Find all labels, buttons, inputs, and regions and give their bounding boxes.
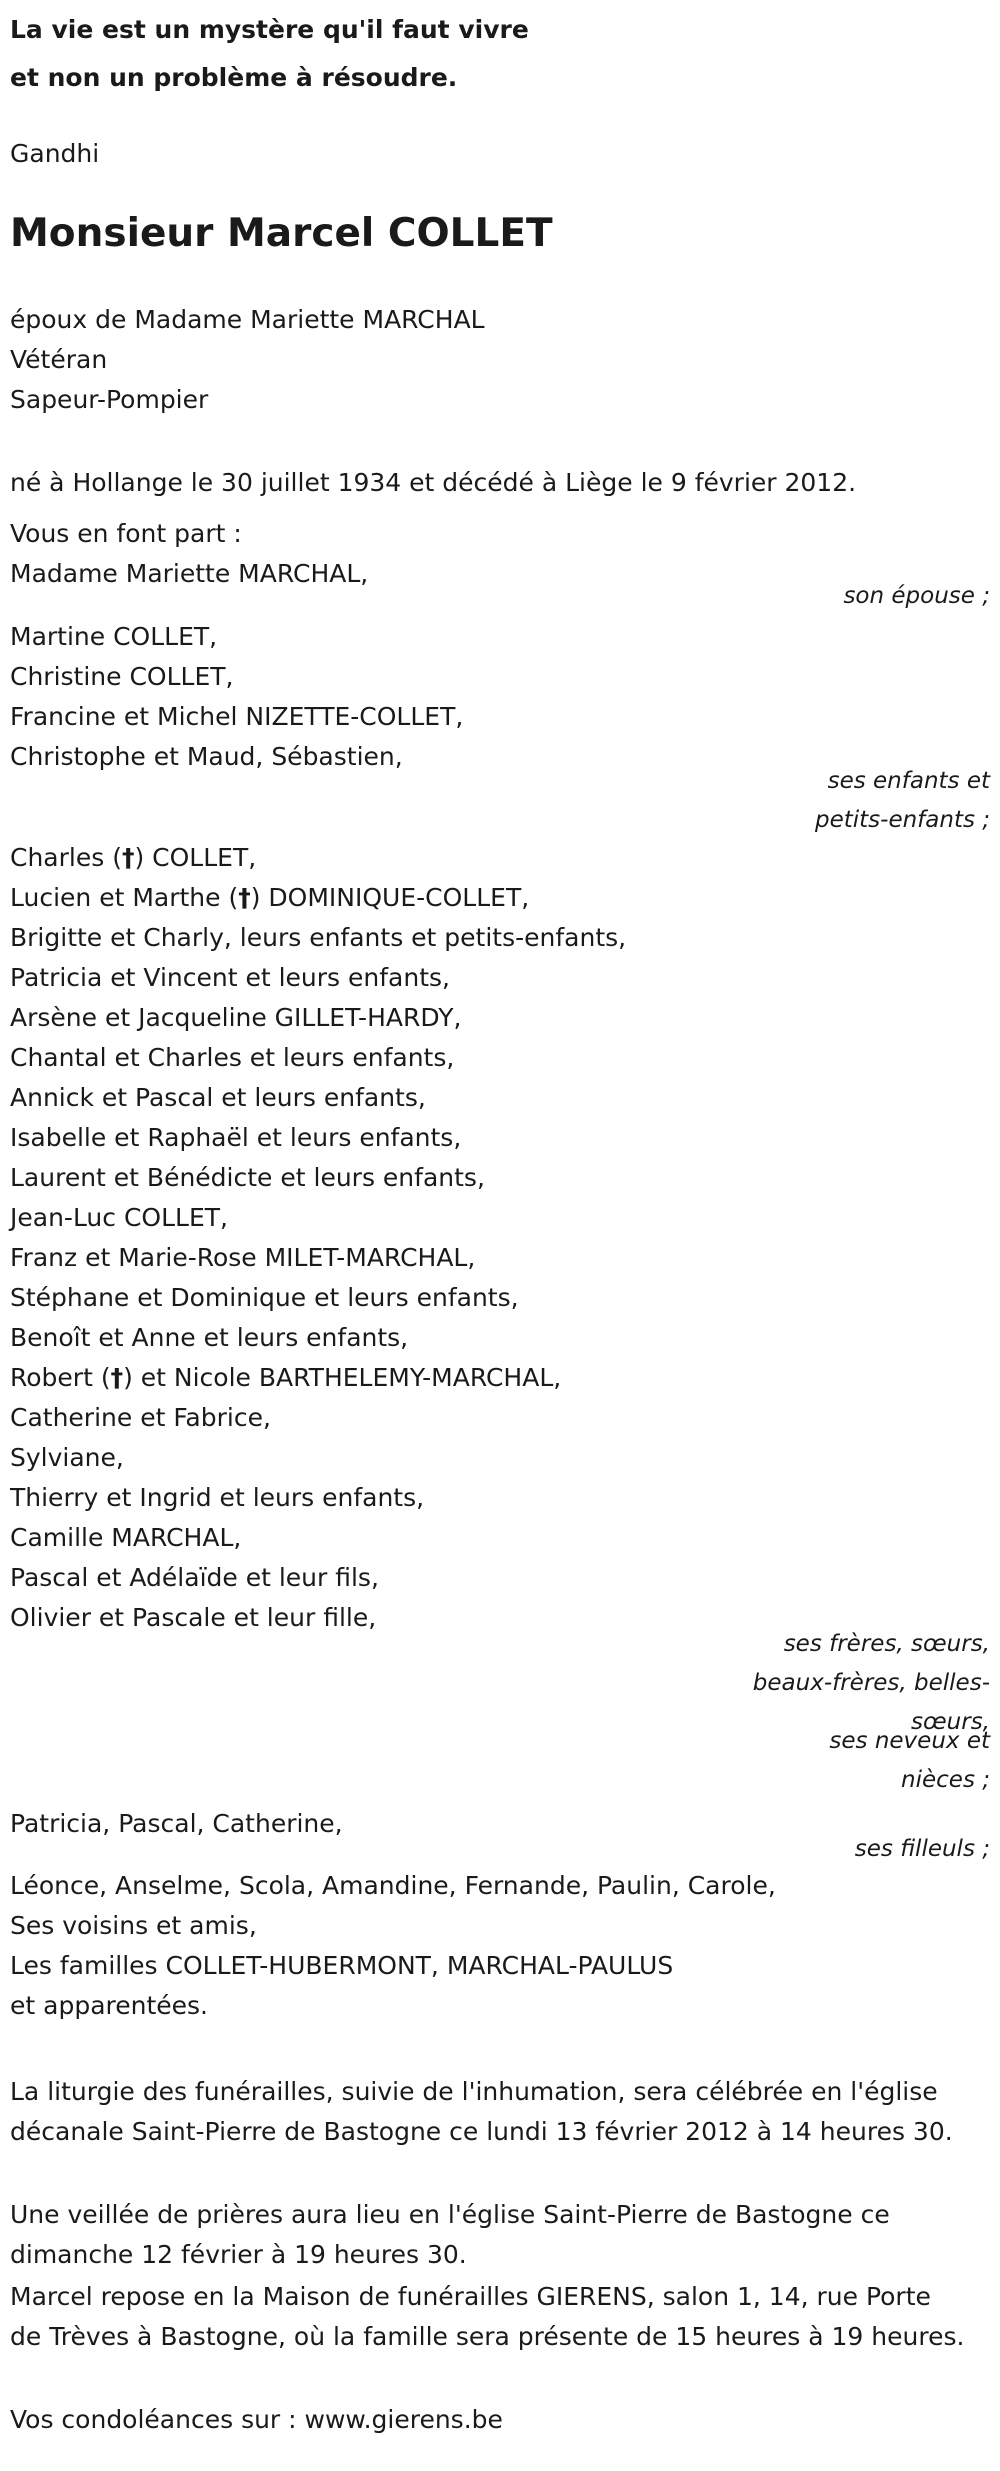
sibling-line: Pascal et Adélaïde et leur fils, (10, 1563, 379, 1592)
relation-line: ses filleuls ; (854, 1836, 990, 1862)
spouse-relation (843, 577, 990, 616)
quote-line: et non un problème à résoudre. (10, 63, 458, 92)
condolences-line: Vos condoléances sur : www.gierens.be (10, 2405, 503, 2434)
sibling-line: Sylviane, (10, 1443, 124, 1472)
title-line: Sapeur-Pompier (10, 385, 209, 414)
sibling-line: Laurent et Bénédicte et leurs enfants, (10, 1163, 485, 1192)
sibling-line: Arsène et Jacqueline GILLET-HARDY, (10, 1003, 462, 1032)
relation-line: sœurs, (911, 1709, 990, 1735)
birth-death: né à Hollange le 30 juillet 1934 et décédé à Liège le 9 février 2012. (10, 468, 857, 497)
cross-icon: † (121, 843, 135, 872)
sibling-line: Patricia et Vincent et leurs enfants, (10, 963, 450, 992)
deceased-name: Monsieur Marcel COLLET (10, 211, 553, 256)
sibling-line: Franz et Marie-Rose MILET-MARCHAL, (10, 1243, 476, 1272)
sibling-line: Isabelle et Raphaël et leurs enfants, (10, 1123, 462, 1152)
sibling-line: Thierry et Ingrid et leurs enfants, (10, 1483, 425, 1512)
sibling-line: Robert (†) et Nicole BARTHELEMY-MARCHAL, (10, 1363, 562, 1392)
other-line: Ses voisins et amis, (10, 1911, 257, 1940)
quote-line: La vie est un mystère qu'il faut vivre (10, 15, 529, 44)
sibling-line: Olivier et Pascale et leur fille, (10, 1603, 377, 1632)
other-line: Léonce, Anselme, Scola, Amandine, Fernande, Paulin, Carole, (10, 1871, 776, 1900)
godchildren-relation (855, 1830, 990, 1869)
title-line: Vétéran (10, 345, 108, 374)
quote-author: Gandhi (10, 139, 100, 168)
sibling-line: Benoît et Anne et leurs enfants, (10, 1323, 409, 1352)
sibling-line: Annick et Pascal et leurs enfants, (10, 1083, 426, 1112)
children-relation (815, 762, 990, 840)
spouse-line: Madame Mariette MARCHAL, (10, 559, 369, 588)
announce-block (10, 514, 368, 594)
godchildren-line: Patricia, Pascal, Catherine, (10, 1809, 343, 1838)
child-line: Francine et Michel NIZETTE-COLLET, (10, 702, 464, 731)
cross-icon: † (110, 1363, 124, 1392)
sibling-line: Charles (†) COLLET, (10, 843, 257, 872)
rest-paragraph: Marcel repose en la Maison de funérailles GIERENS, salon 1, 14, rue Porte de Trèves à Bastogne, où la famille sera présente de 15 heures à 19 heures. (10, 2282, 965, 2351)
announce-intro: Vous en font part : (10, 519, 242, 548)
title-line: époux de Madame Mariette MARCHAL (10, 305, 485, 334)
relation-line: ses enfants et (827, 768, 990, 794)
sibling-line: Lucien et Marthe (†) DOMINIQUE-COLLET, (10, 883, 530, 912)
other-line: et apparentées. (10, 1991, 208, 2020)
child-line: Christophe et Maud, Sébastien, (10, 742, 403, 771)
sibling-line: Catherine et Fabrice, (10, 1403, 271, 1432)
cross-icon: † (238, 883, 251, 912)
vigil-paragraph: Une veillée de prières aura lieu en l'église Saint-Pierre de Bastogne ce dimanche 12 février à 19 heures 30. (10, 2200, 890, 2269)
relation-line: son épouse ; (843, 583, 990, 609)
relation-line: nièces ; (901, 1767, 990, 1793)
sibling-line: Brigitte et Charly, leurs enfants et petits-enfants, (10, 923, 627, 952)
siblings-block (10, 838, 626, 1638)
relation-line: ses neveux et (829, 1728, 990, 1754)
quote (10, 6, 529, 102)
other-line: Les familles COLLET-HUBERMONT, MARCHAL-PAULUS (10, 1951, 674, 1980)
child-line: Martine COLLET, (10, 622, 218, 651)
nephews-relation (829, 1722, 990, 1800)
child-line: Christine COLLET, (10, 662, 234, 691)
others-block (10, 1866, 776, 2026)
relation-line: beaux-frères, belles- (752, 1670, 990, 1696)
sibling-line: Camille MARCHAL, (10, 1523, 242, 1552)
relation-line: ses frères, sœurs, (783, 1631, 990, 1657)
sibling-line: Chantal et Charles et leurs enfants, (10, 1043, 455, 1072)
children-block (10, 617, 463, 777)
relation-line: petits-enfants ; (814, 807, 990, 833)
sibling-line: Stéphane et Dominique et leurs enfants, (10, 1283, 519, 1312)
sibling-line: Jean-Luc COLLET, (10, 1203, 228, 1232)
liturgy-paragraph: La liturgie des funérailles, suivie de l'inhumation, sera célébrée en l'église décanale Saint-Pierre de Bastogne ce lundi 13 février 2012 à 14 heures 30. (10, 2077, 953, 2146)
titles-block (10, 300, 485, 420)
